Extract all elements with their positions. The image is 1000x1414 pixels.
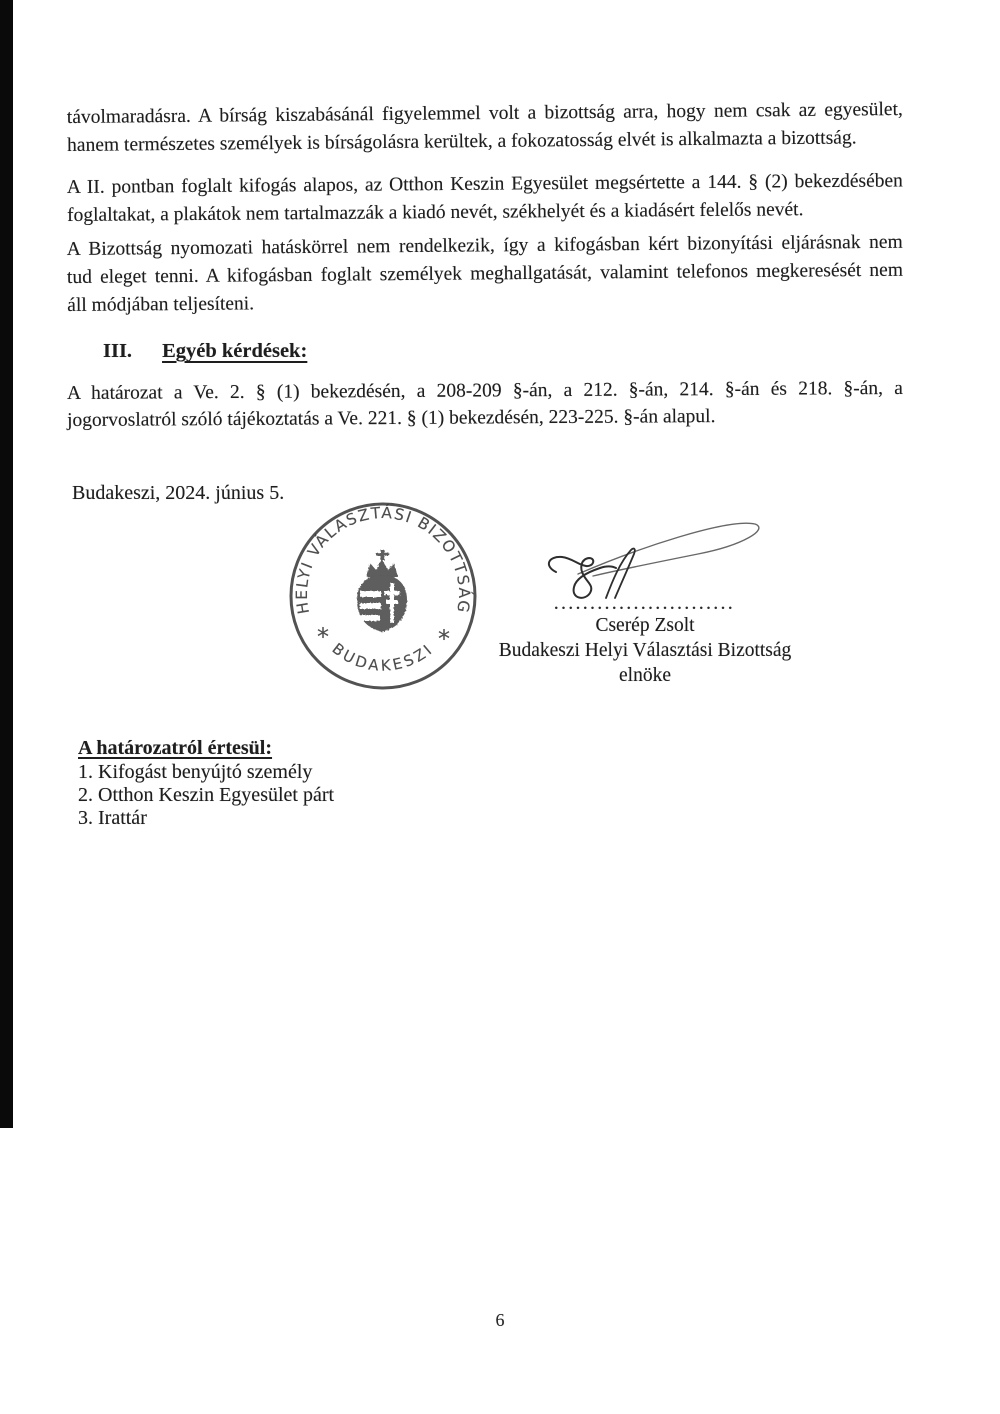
paragraph-line: tud eleget tenni. A kifogásban foglalt személyek meghallgatását, valamint telefonos megkeresését nem (66, 259, 904, 288)
signature-scribble (518, 510, 774, 602)
paragraph-line: A II. pontban foglalt kifogás alapos, az Otthon Keszin Egyesület megsértette a 144. § (2) bekezdésében (66, 170, 903, 199)
paragraph-line: jogorvoslatról szóló tájékoztatás a Ve. 221. § (1) bekezdésén, 223-225. §-án alapul. (67, 406, 716, 431)
signatory-organization: Budakeszi Helyi Választási Bizottság (498, 640, 792, 661)
paragraph-line: áll módjában teljesíteni. (67, 293, 255, 316)
signature-stroke (578, 523, 759, 576)
paragraph-line: foglaltakat, a plakátok nem tartalmazzák a kiadó nevét, székhelyét és a kiadásért felelős nevét. (67, 199, 804, 226)
body-paragraph-2 (67, 167, 903, 230)
paragraph-line: A határozat a Ve. 2. § (1) bekezdésén, a 208-209 §-án, a 212. §-án, 214. §-án és 218. §-án, a (66, 377, 903, 405)
stamp-arc-text-top: HELYI VÁLASZTÁSI BIZOTTSÁG (292, 503, 474, 616)
notify-item: 3. Irattár (78, 807, 147, 829)
notification-list (78, 737, 334, 830)
stamp-star-right: * (438, 625, 450, 653)
signature-stroke (606, 549, 635, 598)
body-paragraph-3 (67, 229, 904, 320)
section-heading (103, 340, 307, 363)
paragraph-line: távolmaradásra. A bírság kiszabásánál figyelemmel volt a bizottság arra, hogy nem csak az egyesület, (66, 98, 903, 129)
body-paragraph-1 (67, 96, 903, 160)
stamp-arc-text-bottom: BUDAKESZI (328, 639, 438, 675)
page-number: 6 (495, 1310, 505, 1330)
signature-dotted-line: ......................... (554, 597, 736, 613)
signatory-name: Cserép Zsolt (595, 615, 695, 636)
section-numeral: III. (103, 340, 133, 362)
coat-of-arms (357, 550, 407, 632)
notify-heading: A határozatról értesül: (78, 737, 273, 759)
signatory-title: elnöke (619, 665, 671, 686)
official-stamp (286, 499, 480, 693)
section-title: Egyéb kérdések: (162, 340, 308, 362)
scan-edge-artifact (0, 0, 13, 1128)
signature-block (470, 597, 820, 688)
dateline: Budakeszi, 2024. június 5. (72, 482, 285, 504)
paragraph-line: A Bizottság nyomozati hatáskörrel nem rendelkezik, így a kifogásban kért bizonyítási eljárásnak nem (66, 231, 903, 261)
legal-basis-paragraph (67, 375, 903, 434)
paragraph-line: hanem természetes személyek is bírságolásra kerültek, a fokozatosság elvét is alkalmazta a bizottság. (67, 127, 857, 156)
notify-item: 2. Otthon Keszin Egyesület párt (78, 784, 335, 806)
notify-item: 1. Kifogást benyújtó személy (78, 761, 313, 783)
stamp-star-left: * (317, 623, 329, 651)
